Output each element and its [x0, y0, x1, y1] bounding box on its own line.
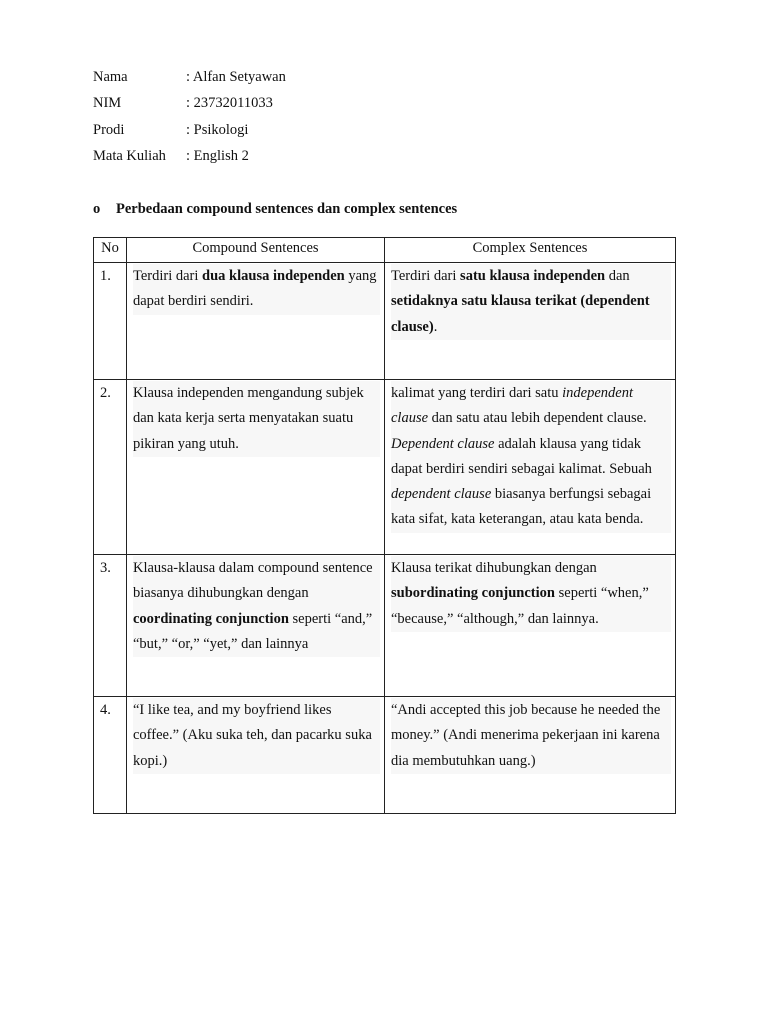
complex-cell	[385, 263, 676, 380]
table-header-row	[94, 238, 676, 263]
heading-text: Perbedaan compound sentences dan complex sentences	[116, 201, 458, 217]
row-number: 3.	[94, 555, 127, 697]
complex-cell	[385, 697, 676, 814]
text-segment: seperti “and,” “but,” “or,” “yet,” dan lainnya	[133, 610, 373, 652]
text-segment: dan	[605, 268, 630, 284]
bold-text: setidaknya satu klausa terikat (dependent clause)	[391, 293, 650, 335]
compound-cell	[127, 555, 385, 697]
compound-cell	[127, 697, 385, 814]
compound-cell	[127, 263, 385, 380]
complex-text	[391, 381, 671, 533]
info-value: : 23732011033	[186, 95, 273, 112]
bold-text: satu klausa independen	[460, 268, 606, 284]
bullet-marker: o	[93, 201, 101, 217]
italic-text: independent clause	[391, 385, 634, 427]
bold-text: dua klausa independen	[202, 268, 345, 284]
text-segment: Klausa independen mengandung subjek dan kata kerja serta menyatakan suatu pikiran yang utuh.	[133, 385, 364, 452]
text-segment: Klausa terikat dihubungkan dengan	[391, 560, 597, 576]
complex-cell	[385, 555, 676, 697]
info-label: Nama	[93, 69, 128, 85]
compound-text	[133, 381, 380, 457]
complex-text	[391, 264, 671, 340]
info-label: Prodi	[93, 121, 125, 138]
table-row	[94, 697, 676, 814]
info-label: NIM	[93, 95, 122, 112]
text-segment: seperti “when,” “because,” “although,” dan lainnya.	[391, 585, 649, 627]
table-row	[94, 380, 676, 555]
text-segment: biasanya berfungsi sebagai kata sifat, kata keterangan, atau kata benda.	[391, 486, 652, 528]
bold-text: coordinating conjunction	[133, 610, 289, 627]
text-segment: yang dapat berdiri sendiri.	[133, 268, 377, 310]
info-row-mata-kuliah	[93, 145, 286, 171]
bold-text: subordinating conjunction	[391, 585, 555, 602]
text-segment: Terdiri dari	[391, 268, 461, 284]
table-row	[94, 555, 676, 697]
row-number: 1.	[94, 263, 127, 380]
info-row-nama	[93, 66, 286, 92]
italic-text: dependent clause	[391, 486, 492, 503]
header-compound: Compound Sentences	[127, 238, 385, 263]
comparison-table	[93, 237, 676, 814]
complex-cell	[385, 380, 676, 555]
complex-text	[391, 556, 671, 632]
info-label: Mata Kuliah	[93, 147, 166, 164]
text-segment: Terdiri dari	[133, 268, 203, 284]
info-row-prodi	[93, 119, 286, 145]
text-segment: dan satu atau lebih dependent clause.	[428, 410, 647, 427]
text-segment: “I like tea, and my boyfriend likes coffee.” (Aku suka teh, dan pacarku suka kopi.)	[133, 702, 372, 769]
table-row	[94, 263, 676, 380]
compound-text	[133, 556, 380, 657]
text-segment: adalah klausa yang tidak dapat berdiri sendiri sebagai kalimat. Sebuah	[391, 435, 652, 477]
info-value: : Alfan Setyawan	[186, 69, 286, 85]
compound-text	[133, 264, 380, 315]
compound-cell	[127, 380, 385, 555]
text-segment: “Andi accepted this job because he needed the money.” (Andi menerima pekerjaan ini karena dia membutuhkan uang.)	[391, 702, 661, 769]
row-number: 4.	[94, 697, 127, 814]
info-row-nim	[93, 92, 286, 118]
info-value: : English 2	[186, 147, 249, 164]
student-info	[93, 66, 286, 171]
text-segment: kalimat yang terdiri dari satu	[391, 385, 563, 401]
italic-text: Dependent clause	[391, 435, 495, 452]
complex-text	[391, 698, 671, 774]
compound-text	[133, 698, 380, 774]
header-no: No	[94, 238, 127, 263]
row-number: 2.	[94, 380, 127, 555]
text-segment: .	[433, 318, 438, 335]
info-value: : Psikologi	[186, 121, 249, 138]
section-heading	[93, 201, 457, 218]
text-segment: Klausa-klausa dalam compound sentence biasanya dihubungkan dengan	[133, 560, 373, 602]
header-complex: Complex Sentences	[385, 238, 676, 263]
